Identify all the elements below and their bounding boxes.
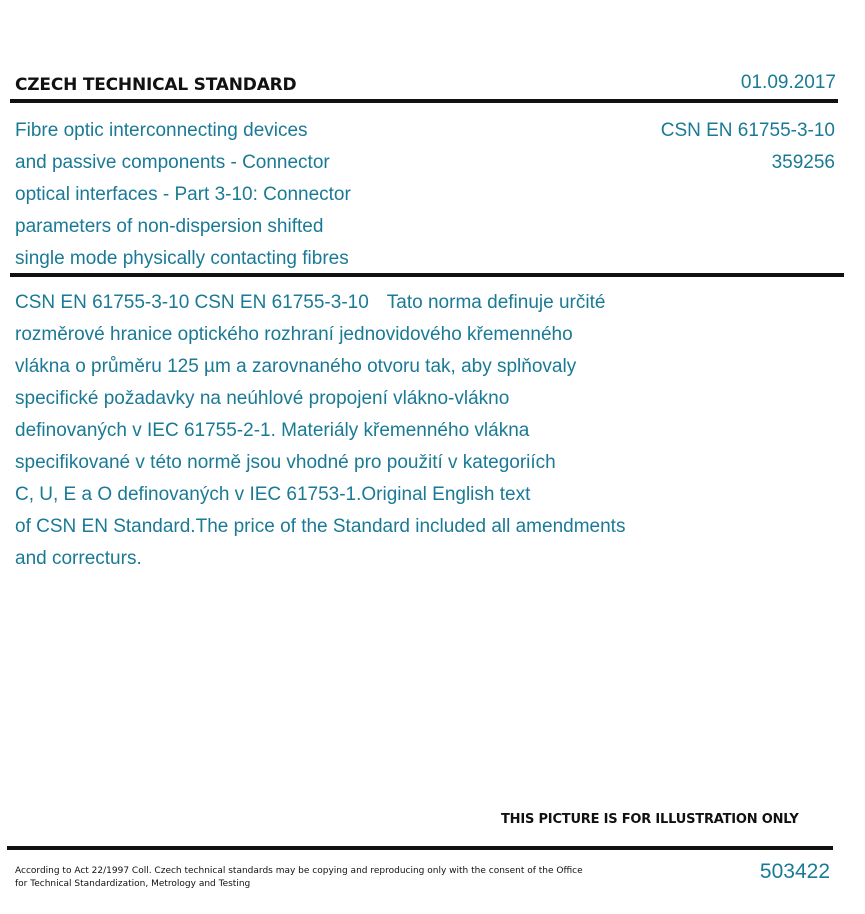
- description-line: of CSN EN Standard.The price of the Standard included all amendments: [15, 516, 626, 537]
- publication-date: 01.09.2017: [740, 72, 836, 93]
- document-code: 503422: [759, 860, 830, 883]
- description-line: vlákna o průměru 125 µm a zarovnaného otvoru tak, aby splňovaly: [15, 356, 577, 377]
- standard-title-line: optical interfaces - Part 3-10: Connector: [15, 184, 351, 205]
- description-line: definovaných v IEC 61755-2-1. Materiály křemenného vlákna: [15, 420, 530, 441]
- standard-description: [15, 287, 755, 575]
- description-line: and correcturs.: [15, 548, 142, 569]
- title-divider: [10, 273, 844, 277]
- standard-title-line: single mode physically contacting fibres: [15, 248, 349, 269]
- legal-notice-line: According to Act 22/1997 Coll. Czech technical standards may be copying and reproducing only with the consent of the Office: [15, 866, 583, 876]
- description-line: [15, 287, 755, 319]
- description-line: rozměrové hranice optického rozhraní jednovidového křemenného: [15, 324, 573, 345]
- standard-number: CSN EN 61755-3-10: [660, 120, 835, 141]
- standard-title-line: parameters of non-dispersion shifted: [15, 216, 324, 237]
- description-line: specifikované v této normě jsou vhodné pro použití v kategoriích: [15, 452, 556, 473]
- catalog-number: 359256: [771, 152, 835, 173]
- header-divider: [10, 99, 838, 103]
- footer-divider: [7, 846, 833, 850]
- illustration-disclaimer: THIS PICTURE IS FOR ILLUSTRATION ONLY: [501, 812, 799, 827]
- document-type-heading: CZECH TECHNICAL STANDARD: [15, 75, 297, 95]
- description-lead: CSN EN 61755-3-10 CSN EN 61755-3-10: [15, 292, 369, 313]
- standard-title-line: Fibre optic interconnecting devices: [15, 120, 308, 141]
- legal-notice-line: for Technical Standardization, Metrology and Testing: [15, 879, 251, 889]
- legal-notice: [15, 865, 615, 891]
- description-line: specifické požadavky na neúhlové propojení vlákno-vlákno: [15, 388, 510, 409]
- standard-title-line: and passive components - Connector: [15, 152, 330, 173]
- description-first-line: Tato norma definuje určité: [386, 292, 606, 313]
- standard-title: [15, 115, 435, 275]
- description-line: C, U, E a O definovaných v IEC 61753-1.Original English text: [15, 484, 531, 505]
- standard-identifiers: [661, 115, 835, 179]
